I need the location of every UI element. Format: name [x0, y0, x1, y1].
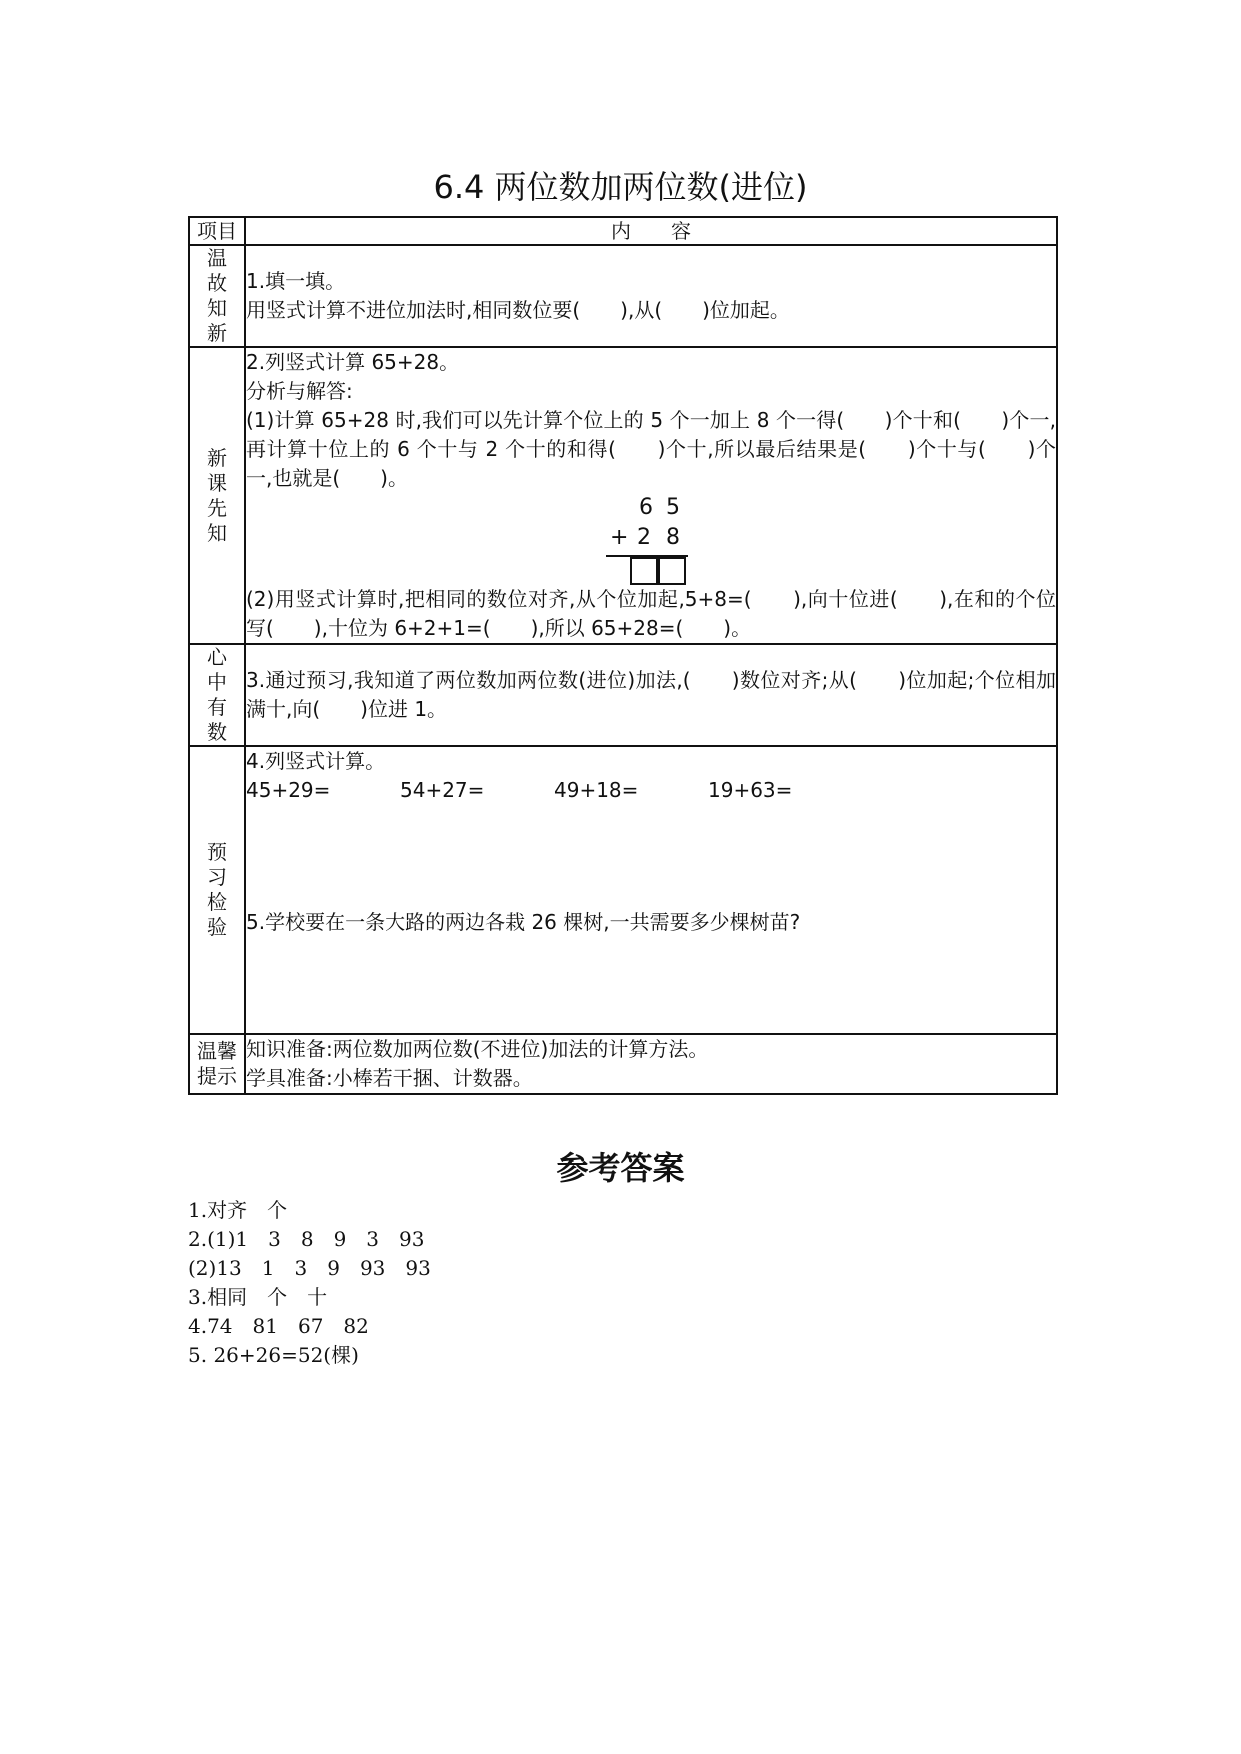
tip-tools: 学具准备:小棒若干捆、计数器。: [246, 1066, 533, 1090]
label-newlesson: 新 课 先 知: [189, 347, 245, 644]
page-title: 6.4 两位数加两位数(进位): [433, 168, 808, 206]
answer-box-ones[interactable]: [658, 557, 686, 585]
content-summary: [245, 644, 1057, 746]
exercise-1: 45+29=: [246, 778, 331, 802]
answer-box-tens[interactable]: [630, 557, 658, 585]
content-tips: [245, 1034, 1057, 1094]
worksheet-table: [188, 216, 1058, 1095]
header-content: 内 容: [245, 217, 1057, 245]
q2-part1: (1)计算 65+28 时,我们可以先计算个位上的 5 个一加上 8 个一得( )个十和( )个一,再计算十位上的 6 个十与 2 个十的和得( )个十,所以最后结果是( )个十与( )个一,也就是( )。: [246, 408, 1056, 490]
row-summary: [189, 644, 1057, 746]
bottom-tens-digit: 2: [637, 525, 651, 550]
content-newlesson: [245, 347, 1057, 644]
answer-line: 5. 26+26=52(棵): [188, 1343, 359, 1367]
answer-line: (2)13 1 3 9 93 93: [188, 1256, 431, 1280]
exercise-2: 54+27=: [400, 778, 485, 802]
answer-line: 1.对齐 个: [188, 1198, 288, 1222]
answer-line: 2.(1)1 3 8 9 3 93: [188, 1227, 425, 1251]
row-review: [189, 245, 1057, 347]
work-space[interactable]: [246, 806, 1056, 908]
bottom-ones-digit: 8: [666, 525, 680, 550]
q5-text: 5.学校要在一条大路的两边各栽 26 棵树,一共需要多少棵树苗?: [246, 910, 801, 934]
content-review: [245, 245, 1057, 347]
answer-line: 4.74 81 67 82: [188, 1314, 369, 1338]
tip-knowledge: 知识准备:两位数加两位数(不进位)加法的计算方法。: [246, 1037, 709, 1061]
plus-sign: +: [610, 525, 629, 550]
q1-title: 1.填一填。: [246, 269, 346, 293]
exercise-4: 19+63=: [708, 778, 793, 802]
content-check: [245, 746, 1057, 1034]
top-ones-digit: 5: [666, 495, 680, 520]
analysis-label: 分析与解答:: [246, 379, 353, 403]
vertical-addition: [246, 493, 1056, 585]
row-check: [189, 746, 1057, 1034]
row-tips: [189, 1034, 1057, 1094]
top-tens-digit: 6: [639, 495, 653, 520]
exercise-list: [246, 776, 1056, 806]
header-item: 项目: [189, 217, 245, 245]
q1-text: 用竖式计算不进位加法时,相同数位要( ),从( )位加起。: [246, 298, 790, 322]
answers-title: 参考答案: [556, 1149, 685, 1187]
q4-title: 4.列竖式计算。: [246, 749, 386, 773]
q2-part2: (2)用竖式计算时,把相同的数位对齐,从个位加起,5+8=( ),向十位进( ),在和的个位写( ),十位为 6+2+1=( ),所以 65+28=( )。: [246, 587, 1056, 640]
q3-text: 3.通过预习,我知道了两位数加两位数(进位)加法,( )数位对齐;从( )位加起;个位相加满十,向( )位进 1。: [246, 668, 1056, 721]
label-review: 温 故 知 新: [189, 245, 245, 347]
row-newlesson: [189, 347, 1057, 644]
answer-line: 3.相同 个 十: [188, 1285, 328, 1309]
table-header-row: [189, 217, 1057, 245]
label-check: 预 习 检 验: [189, 746, 245, 1034]
label-summary: 心 中 有 数: [189, 644, 245, 746]
label-tips: 温馨 提示: [189, 1034, 245, 1094]
answers-list: [188, 1196, 431, 1370]
q2-title: 2.列竖式计算 65+28。: [246, 350, 460, 374]
exercise-3: 49+18=: [554, 778, 639, 802]
